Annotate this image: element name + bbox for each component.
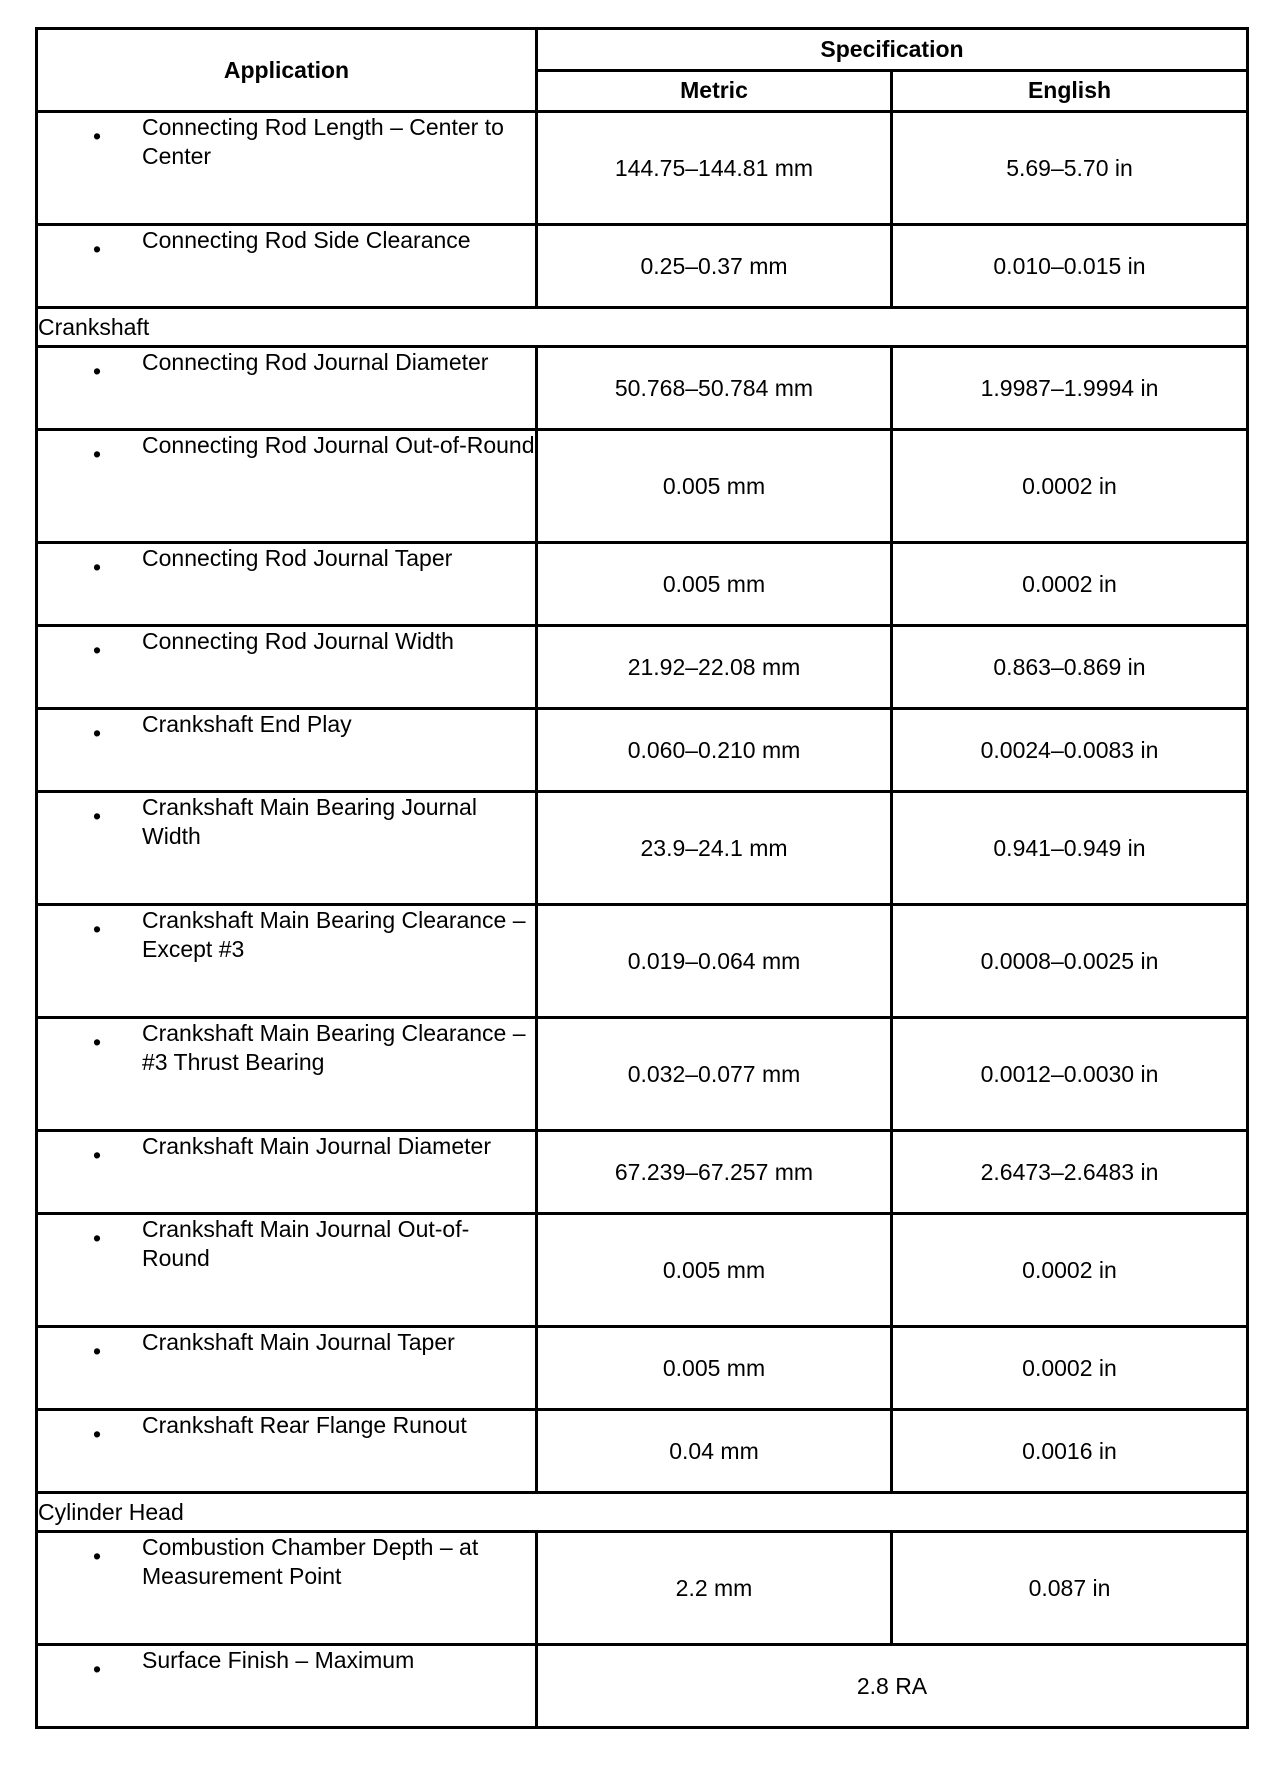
application-cell bbox=[37, 347, 537, 430]
specification-header: Specification bbox=[537, 29, 1248, 71]
application-label: Connecting Rod Length – Center to Center bbox=[142, 114, 504, 169]
bullet-icon: • bbox=[93, 1029, 102, 1055]
merged-value-cell: 2.8 RA bbox=[537, 1645, 1248, 1728]
bullet-icon: • bbox=[93, 441, 102, 467]
table-row bbox=[37, 709, 1248, 792]
metric-value: 2.2 mm bbox=[537, 1532, 892, 1645]
bullet-icon: • bbox=[93, 1656, 102, 1682]
application-cell bbox=[37, 1018, 537, 1131]
application-label: Crankshaft Main Journal Diameter bbox=[142, 1133, 491, 1159]
application-cell bbox=[37, 626, 537, 709]
section-title: Cylinder Head bbox=[37, 1493, 1248, 1532]
section-row bbox=[37, 1493, 1248, 1532]
metric-value: 21.92–22.08 mm bbox=[537, 626, 892, 709]
application-cell bbox=[37, 905, 537, 1018]
application-label: Crankshaft Rear Flange Runout bbox=[142, 1412, 467, 1438]
bullet-icon: • bbox=[93, 1421, 102, 1447]
bullet-icon: • bbox=[93, 1338, 102, 1364]
english-value: 0.0024–0.0083 in bbox=[892, 709, 1248, 792]
application-label: Connecting Rod Journal Width bbox=[142, 628, 454, 654]
metric-value: 0.04 mm bbox=[537, 1410, 892, 1493]
bullet-icon: • bbox=[93, 803, 102, 829]
table-row bbox=[37, 1532, 1248, 1645]
application-label: Crankshaft End Play bbox=[142, 711, 352, 737]
application-label: Crankshaft Main Journal Taper bbox=[142, 1329, 455, 1355]
metric-value: 0.005 mm bbox=[537, 1327, 892, 1410]
application-cell bbox=[37, 1214, 537, 1327]
application-label: Crankshaft Main Bearing Clearance – #3 Thrust Bearing bbox=[142, 1020, 526, 1075]
application-label: Connecting Rod Journal Out-of-Round bbox=[142, 432, 535, 458]
english-value: 2.6473–2.6483 in bbox=[892, 1131, 1248, 1214]
metric-value: 0.25–0.37 mm bbox=[537, 225, 892, 308]
table-row bbox=[37, 543, 1248, 626]
bullet-icon: • bbox=[93, 554, 102, 580]
application-label: Connecting Rod Journal Taper bbox=[142, 545, 453, 571]
table-row bbox=[37, 112, 1248, 225]
bullet-icon: • bbox=[93, 1543, 102, 1569]
english-value: 1.9987–1.9994 in bbox=[892, 347, 1248, 430]
english-value: 0.0002 in bbox=[892, 430, 1248, 543]
table-row bbox=[37, 430, 1248, 543]
table-row bbox=[37, 1214, 1248, 1327]
english-value: 0.010–0.015 in bbox=[892, 225, 1248, 308]
metric-value: 0.019–0.064 mm bbox=[537, 905, 892, 1018]
english-value: 0.863–0.869 in bbox=[892, 626, 1248, 709]
english-column-header: English bbox=[892, 70, 1248, 112]
table-row bbox=[37, 626, 1248, 709]
application-label: Crankshaft Main Journal Out-of-Round bbox=[142, 1216, 470, 1271]
metric-value: 0.032–0.077 mm bbox=[537, 1018, 892, 1131]
bullet-icon: • bbox=[93, 637, 102, 663]
english-value: 0.0008–0.0025 in bbox=[892, 905, 1248, 1018]
application-cell bbox=[37, 792, 537, 905]
bullet-icon: • bbox=[93, 916, 102, 942]
table-row bbox=[37, 1327, 1248, 1410]
section-title: Crankshaft bbox=[37, 308, 1248, 347]
metric-value: 0.005 mm bbox=[537, 430, 892, 543]
table-row bbox=[37, 225, 1248, 308]
table-row bbox=[37, 1410, 1248, 1493]
table-body bbox=[37, 112, 1248, 1728]
metric-value: 23.9–24.1 mm bbox=[537, 792, 892, 905]
metric-column-header: Metric bbox=[537, 70, 892, 112]
english-value: 0.0002 in bbox=[892, 1214, 1248, 1327]
english-value: 0.0016 in bbox=[892, 1410, 1248, 1493]
application-cell bbox=[37, 1131, 537, 1214]
english-value: 0.0012–0.0030 in bbox=[892, 1018, 1248, 1131]
application-cell bbox=[37, 1645, 537, 1728]
english-value: 0.941–0.949 in bbox=[892, 792, 1248, 905]
table-row bbox=[37, 347, 1248, 430]
metric-value: 0.060–0.210 mm bbox=[537, 709, 892, 792]
application-cell bbox=[37, 112, 537, 225]
application-column-header: Application bbox=[37, 29, 537, 112]
bullet-icon: • bbox=[93, 1225, 102, 1251]
bullet-icon: • bbox=[93, 236, 102, 262]
metric-value: 144.75–144.81 mm bbox=[537, 112, 892, 225]
bullet-icon: • bbox=[93, 123, 102, 149]
section-row bbox=[37, 308, 1248, 347]
table-header bbox=[37, 29, 1248, 112]
application-label: Surface Finish – Maximum bbox=[142, 1647, 415, 1673]
metric-value: 50.768–50.784 mm bbox=[537, 347, 892, 430]
application-cell bbox=[37, 1327, 537, 1410]
english-value: 0.0002 in bbox=[892, 543, 1248, 626]
table-row bbox=[37, 1645, 1248, 1728]
application-label: Connecting Rod Side Clearance bbox=[142, 227, 471, 253]
metric-value: 0.005 mm bbox=[537, 543, 892, 626]
application-cell bbox=[37, 430, 537, 543]
metric-value: 67.239–67.257 mm bbox=[537, 1131, 892, 1214]
application-cell bbox=[37, 709, 537, 792]
application-cell bbox=[37, 1410, 537, 1493]
table-row bbox=[37, 1018, 1248, 1131]
application-label: Connecting Rod Journal Diameter bbox=[142, 349, 489, 375]
metric-value: 0.005 mm bbox=[537, 1214, 892, 1327]
english-value: 5.69–5.70 in bbox=[892, 112, 1248, 225]
english-value: 0.0002 in bbox=[892, 1327, 1248, 1410]
table-row bbox=[37, 1131, 1248, 1214]
application-cell bbox=[37, 543, 537, 626]
table-row bbox=[37, 905, 1248, 1018]
application-label: Crankshaft Main Bearing Clearance – Except #3 bbox=[142, 907, 526, 962]
bullet-icon: • bbox=[93, 720, 102, 746]
application-label: Combustion Chamber Depth – at Measurement Point bbox=[142, 1534, 479, 1589]
specification-table bbox=[35, 27, 1249, 1729]
table-row bbox=[37, 792, 1248, 905]
application-cell bbox=[37, 225, 537, 308]
english-value: 0.087 in bbox=[892, 1532, 1248, 1645]
application-cell bbox=[37, 1532, 537, 1645]
bullet-icon: • bbox=[93, 358, 102, 384]
application-label: Crankshaft Main Bearing Journal Width bbox=[142, 794, 477, 849]
bullet-icon: • bbox=[93, 1142, 102, 1168]
